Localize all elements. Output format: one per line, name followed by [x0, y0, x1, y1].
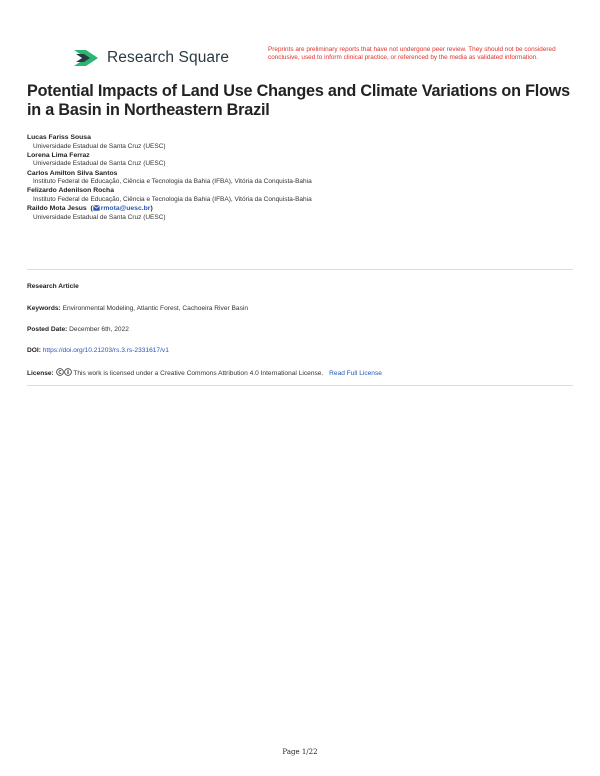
author-entry — [27, 152, 587, 169]
page-number: Page 1/22 — [282, 748, 318, 756]
author-entry — [27, 170, 587, 187]
author-entry — [27, 205, 587, 222]
author-affiliation: Instituto Federal de Educação, Ciência e Tecnologia da Bahia (IFBA), Vitória da Conquista-Bahia — [33, 195, 312, 203]
author-affiliation: Universidade Estadual de Santa Cruz (UESC) — [33, 213, 166, 221]
email-paren-close: ) — [150, 205, 153, 213]
posted-date-label: Posted Date: — [27, 326, 68, 333]
license-text: This work is licensed under a Creative Commons Attribution 4.0 International License. — [73, 370, 324, 377]
paper-title: Potential Impacts of Land Use Changes and Climate Variations on Flows in a Basin in Northeastern Brazil — [27, 82, 570, 119]
article-type — [27, 283, 79, 290]
mail-icon — [93, 205, 100, 211]
license-row — [27, 368, 382, 377]
divider-top — [27, 269, 573, 270]
author-affiliation: Instituto Federal de Educação, Ciência e Tecnologia da Bahia (IFBA), Vitória da Conquista-Bahia — [33, 178, 312, 186]
article-type-label: Research Article — [27, 283, 79, 290]
author-name[interactable]: Lucas Fariss Sousa — [27, 134, 91, 141]
author-list — [27, 134, 587, 223]
author-affiliation: Universidade Estadual de Santa Cruz (UESC) — [33, 142, 166, 150]
posted-date-row — [27, 326, 129, 333]
author-name[interactable]: Raildo Mota Jesus — [27, 205, 87, 213]
read-full-license-link[interactable]: Read Full License — [329, 370, 382, 377]
logo-text: Research Square — [107, 49, 230, 66]
author-name[interactable]: Carlos Amilton Silva Santos — [27, 169, 118, 177]
author-entry — [27, 187, 587, 204]
email-paren-open: ( — [88, 205, 93, 213]
corresponding-author — [27, 205, 587, 214]
keywords-label: Keywords: — [27, 305, 61, 312]
keywords-value: Environmental Modeling, Atlantic Forest, Cachoeira River Basin — [62, 305, 249, 312]
creative-commons-icon — [56, 368, 72, 376]
research-square-logo[interactable] — [74, 48, 229, 68]
divider-bottom — [27, 385, 573, 386]
keywords-row — [27, 305, 248, 312]
author-name[interactable]: Lorena Lima Ferraz — [27, 151, 90, 159]
author-name[interactable]: Felizardo Adenilson Rocha — [27, 187, 114, 195]
author-affiliation: Universidade Estadual de Santa Cruz (UESC) — [33, 160, 166, 168]
preprint-notice: Preprints are preliminary reports that have not undergone peer review. They should not be considered conclusive, used to inform clinical practice, or referenced by the media as validated information. — [268, 46, 556, 61]
author-email-link[interactable]: rmota@uesc.br — [100, 205, 151, 213]
author-entry — [27, 134, 587, 151]
doi-row — [27, 347, 169, 354]
research-square-logo-icon — [74, 48, 100, 68]
posted-date-value: December 6th, 2022 — [69, 326, 129, 333]
license-label: License: — [27, 370, 54, 377]
doi-label: DOI: — [27, 347, 41, 354]
doi-link[interactable]: https://doi.org/10.21203/rs.3.rs-2331617/v1 — [42, 347, 169, 354]
